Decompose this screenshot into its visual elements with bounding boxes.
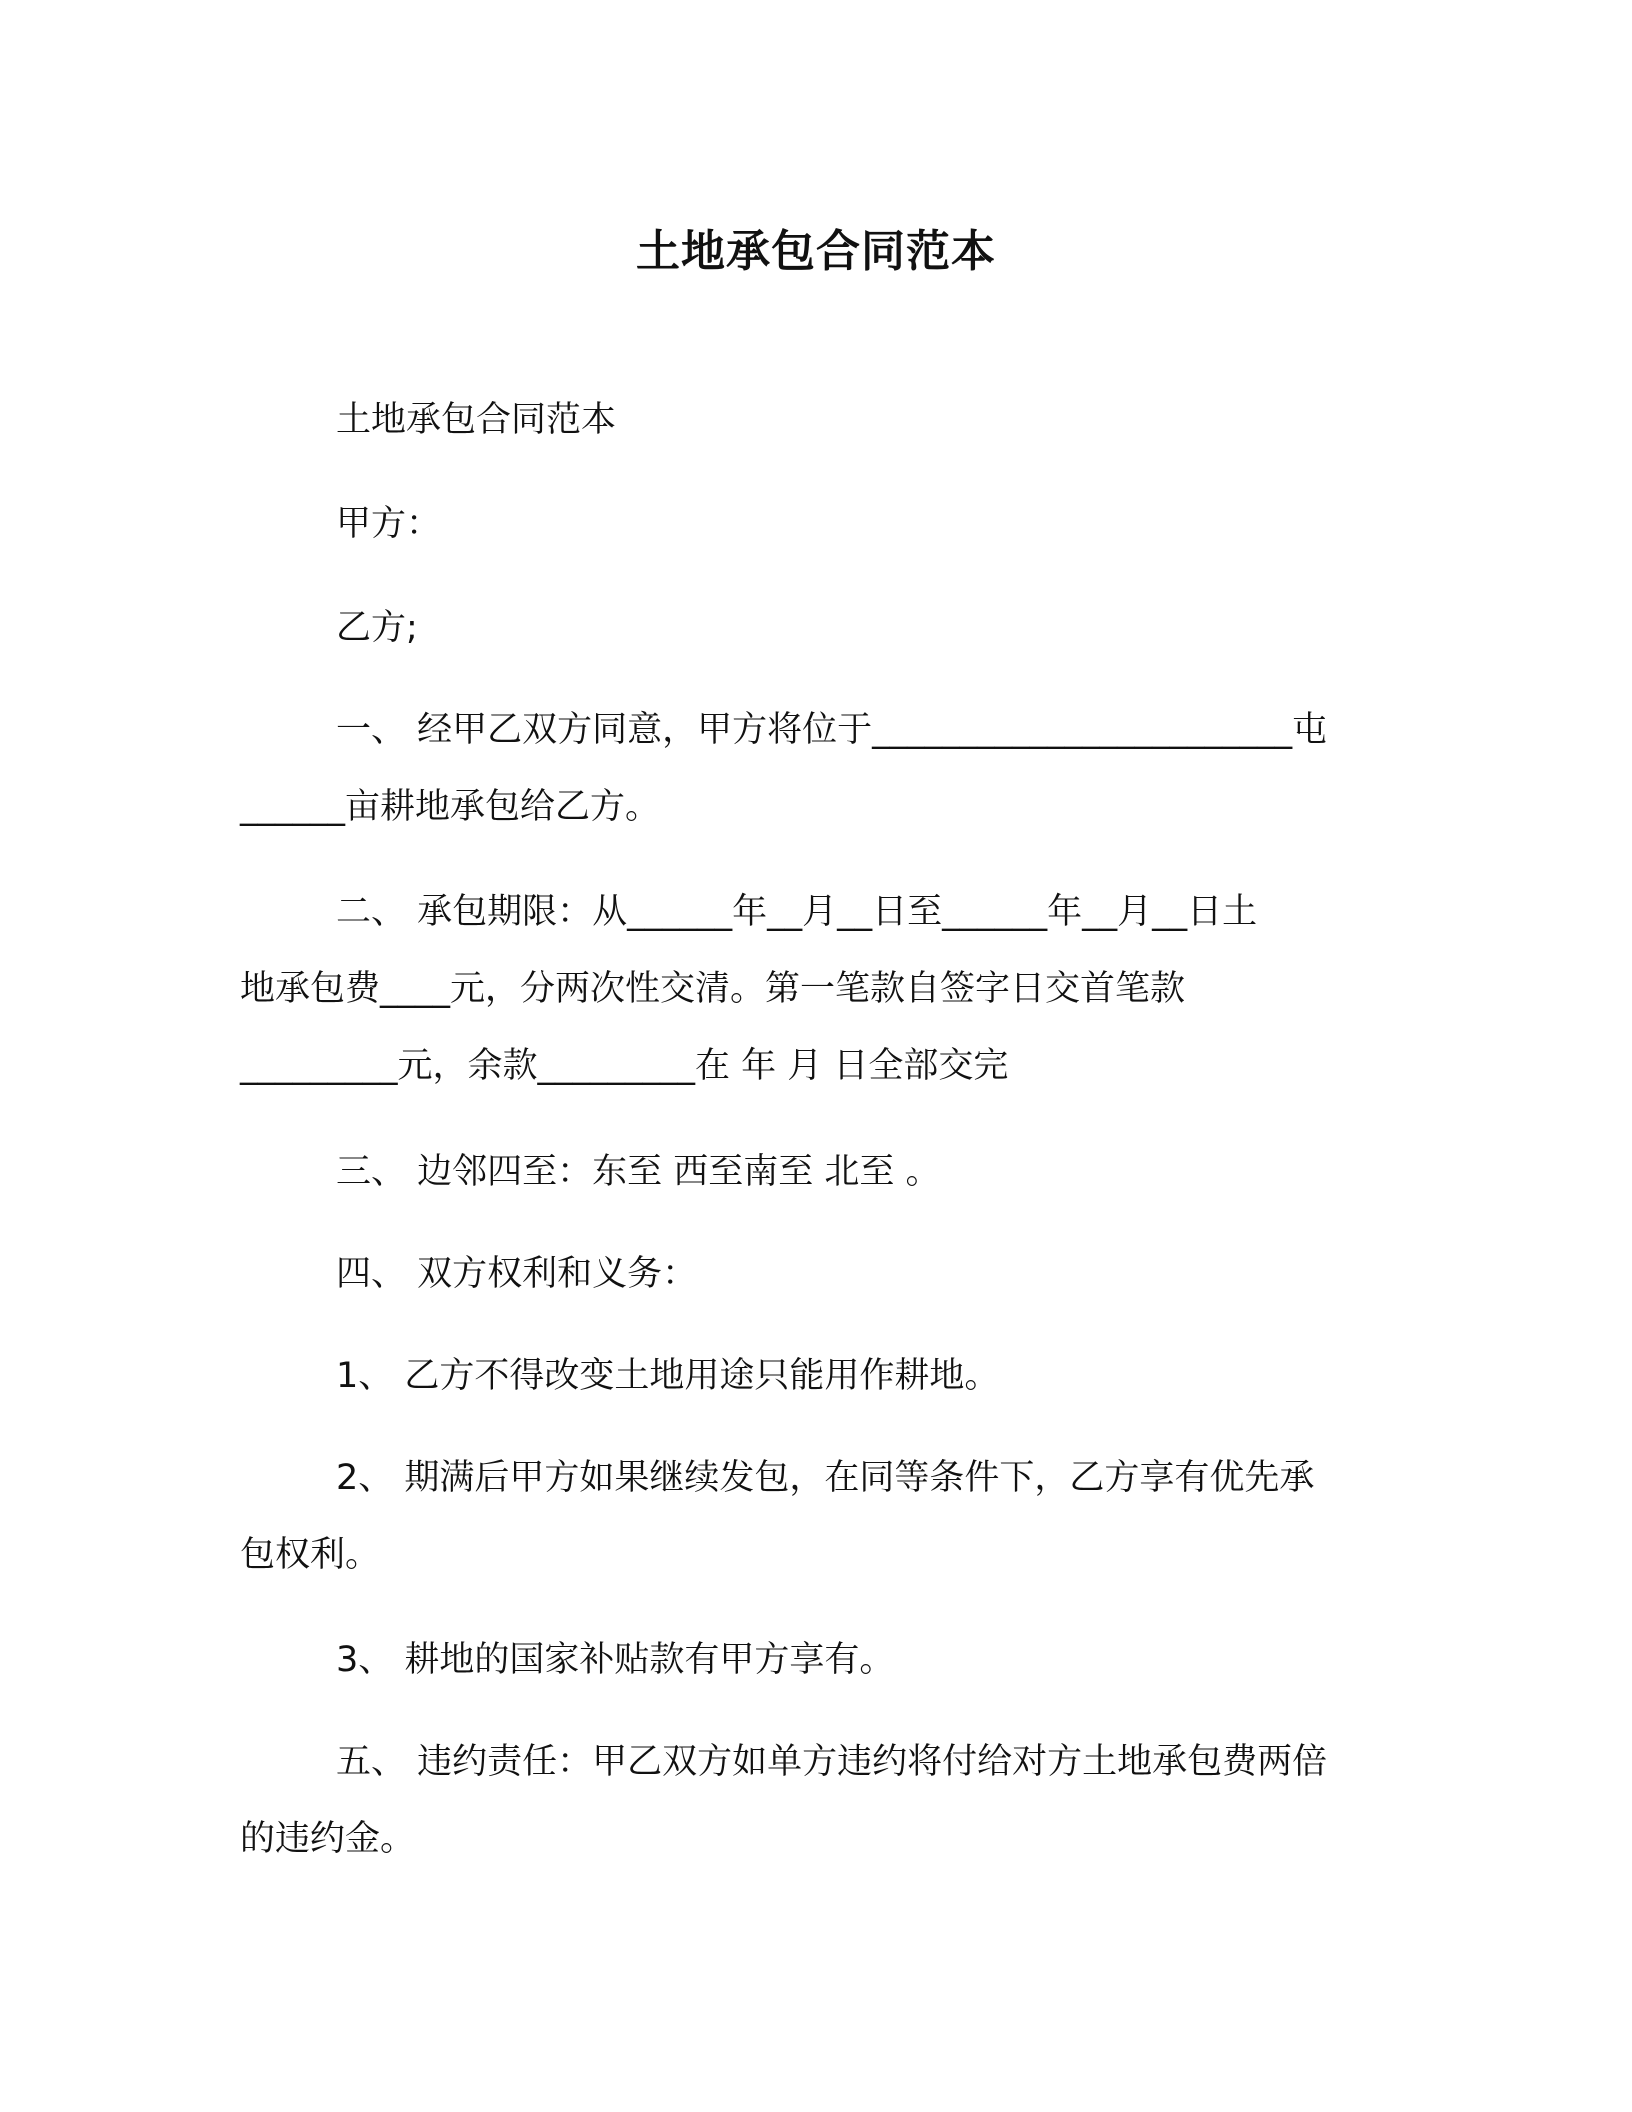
paragraph-line: 一、 经甲乙双方同意，甲方将位于________________________屯	[336, 710, 1328, 750]
paragraph-line: 包权利。	[240, 1535, 381, 1575]
party-a-paragraph	[240, 486, 1400, 563]
clause-1-paragraph	[240, 692, 1400, 846]
paragraph-line: 甲方：	[336, 504, 442, 544]
party-b-paragraph	[240, 590, 1400, 667]
paragraph-line: _________元，余款_________在 年 月 日全部交完	[240, 1046, 1009, 1086]
subtitle-paragraph	[240, 382, 1400, 459]
clause-5-paragraph	[240, 1724, 1400, 1878]
sub-item-3-paragraph	[240, 1622, 1400, 1699]
paragraph-line: 五、 违约责任：甲乙双方如单方违约将付给对方土地承包费两倍	[336, 1742, 1328, 1782]
paragraph-line: 2、 期满后甲方如果继续发包，在同等条件下，乙方享有优先承	[336, 1458, 1315, 1498]
paragraph-line: 乙方;	[336, 608, 418, 648]
paragraph-line: 3、 耕地的国家补贴款有甲方享有。	[336, 1640, 895, 1680]
clause-2-paragraph	[240, 874, 1400, 1105]
document-title: 土地承包合同范本	[636, 226, 996, 277]
paragraph-line: 三、 边邻四至：东至 西至南至 北至 。	[336, 1152, 941, 1192]
paragraph-line: 1、 乙方不得改变土地用途只能用作耕地。	[336, 1356, 1000, 1396]
paragraph-line: 四、 双方权利和义务：	[336, 1254, 698, 1294]
clause-4-paragraph	[240, 1236, 1400, 1313]
paragraph-line: ______亩耕地承包给乙方。	[240, 787, 661, 827]
sub-item-1-paragraph	[240, 1338, 1400, 1415]
paragraph-line: 二、 承包期限：从______年__月__日至______年__月__日土	[336, 892, 1258, 932]
paragraph-line: 的违约金。	[240, 1819, 416, 1859]
clause-3-paragraph	[240, 1134, 1400, 1211]
paragraph-line: 土地承包合同范本	[336, 400, 617, 440]
sub-item-2-paragraph	[240, 1440, 1400, 1594]
paragraph-line: 地承包费____元，分两次性交清。第一笔款自签字日交首笔款	[240, 969, 1186, 1009]
